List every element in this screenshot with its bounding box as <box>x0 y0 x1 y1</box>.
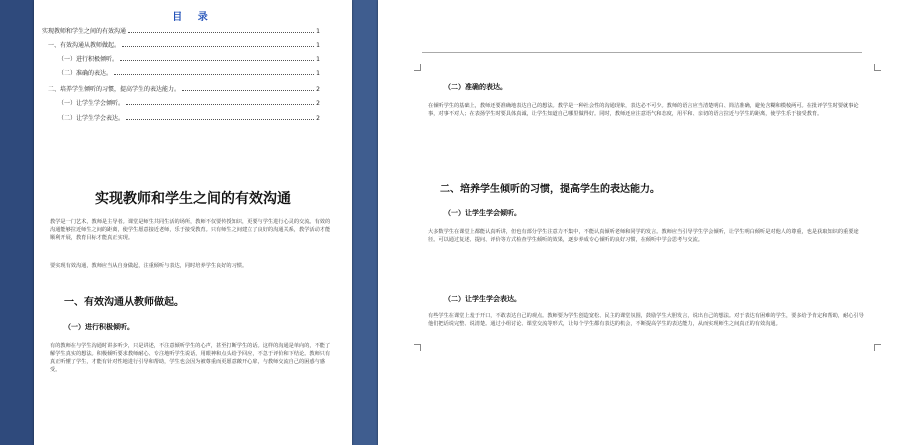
toc-entry-label: （一）进行积极倾听。 <box>58 56 119 63</box>
toc-entry-page: 1 <box>316 42 320 49</box>
toc-entry-label: 实现教师和学生之间的有效沟通 <box>42 28 127 35</box>
subsection-heading: （二）让学生学会表达。 <box>444 295 521 303</box>
toc-entry-page: 1 <box>316 70 320 77</box>
toc-leader <box>126 103 314 105</box>
toc-entry[interactable] <box>58 54 320 63</box>
toc-entry-label: （一）让学生学会倾听。 <box>58 100 125 107</box>
header-line <box>422 52 862 53</box>
toc-entry-page: 2 <box>316 86 320 93</box>
toc-leader <box>122 45 314 47</box>
toc-leader <box>114 73 314 75</box>
crop-mark <box>414 344 421 351</box>
crop-mark <box>414 64 421 71</box>
toc-entry-label: 二、培养学生倾听的习惯，提高学生的表达能力。 <box>48 86 181 93</box>
crop-mark <box>874 344 881 351</box>
toc-leader <box>120 59 314 61</box>
toc-entry[interactable] <box>58 68 320 77</box>
body-paragraph: 有的教师在与学生沟通时讲多听少，只是讲述，不注意倾听学生的心声，甚至打断学生的话。这样的沟通是单向的，不能了解学生真实的想法。积极倾听要求教师耐心、专注地听学生说话，用眼神和点头给予回应，不急于评价和下结论。教师只有真正听懂了学生，才能有针对性地进行引导和帮助，学生也会因为被尊重而更愿意敞开心扉，与教师交流自己的困惑与感受。 <box>50 343 331 373</box>
toc-leader <box>128 31 314 33</box>
document-page-2[interactable] <box>378 0 906 445</box>
toc-entry-label: （二）让学生学会表达。 <box>58 115 125 122</box>
body-paragraph: 大多数学生在课堂上都能认真听讲，但也有部分学生注意力不集中，不能认真倾听老师和同学的发言。教师应当引导学生学会倾听，让学生明白倾听是对他人的尊重，也是获取知识的重要途径。可以通过复述、提问、评价等方式检查学生倾听的效果，逐步养成专心倾听的良好习惯，在倾听中学会思考与交流。 <box>428 229 859 243</box>
document-title: 实现教师和学生之间的有效沟通 <box>95 191 291 207</box>
toc-entry-page: 1 <box>316 56 320 63</box>
body-paragraph: 在倾听学生的基础上，教师还要准确地表达自己的想法。教学是一种社会性的沟通现象，表达必不可少。教师的语言应当清楚明白、简洁准确，避免含糊和模棱两可。在批评学生时要就事论事，对事不对人；在表扬学生时要具体真诚，让学生知道自己哪里做得好。同时，教师还应注意语气和态度，用平和、亲切的语言拉近与学生的距离，使学生乐于接受教育。 <box>428 103 859 117</box>
toc-entry-label: （二）准确的表达。 <box>58 70 113 77</box>
subsection-heading: （一）进行积极倾听。 <box>64 323 134 331</box>
toc-entry[interactable] <box>48 84 320 93</box>
intro-paragraph: 教学是一门艺术，教师是主导者。课堂是师生共同生活的场所，教师不仅要传授知识，更要与学生进行心灵的交流。有效的沟通能够拉近师生之间的距离，使学生愿意接近老师，乐于接受教育。只有师生之间建立了良好的沟通关系，教学活动才能顺利开展，教育目标才能真正实现。 <box>50 219 331 241</box>
toc-entry-page: 1 <box>316 28 320 35</box>
toc-entry[interactable] <box>42 26 320 35</box>
toc-entry-page: 2 <box>316 100 320 107</box>
intro-paragraph: 要实现有效沟通，教师应当从自身做起，注重倾听与表达，同时培养学生良好的习惯。 <box>50 263 248 269</box>
crop-mark <box>874 64 881 71</box>
toc-entry-page: 2 <box>316 115 320 122</box>
toc-entry[interactable] <box>58 98 320 107</box>
section-heading: 二、培养学生倾听的习惯，提高学生的表达能力。 <box>440 184 660 195</box>
subsection-heading: （一）让学生学会倾听。 <box>444 209 521 217</box>
document-page-1[interactable] <box>34 0 352 445</box>
toc-entry[interactable] <box>58 113 320 122</box>
left-gutter <box>0 0 34 445</box>
section-heading: 一、有效沟通从教师做起。 <box>64 297 184 308</box>
body-paragraph: 有些学生在课堂上羞于开口，不敢表达自己的观点。教师要为学生创造宽松、民主的课堂氛围，鼓励学生大胆发言，说出自己的想法。对于表达有困难的学生，要多给予肯定和帮助，耐心引导他们把话说完整、说清楚。通过小组讨论、课堂交流等形式，让每个学生都有表达的机会，不断提高学生的表达能力，从而实现师生之间真正的有效沟通。 <box>428 313 864 327</box>
toc-leader <box>126 118 314 120</box>
toc-title: 目 录 <box>172 12 214 23</box>
toc-entry[interactable] <box>48 40 320 49</box>
subsection-heading: （二）准确的表达。 <box>444 83 507 91</box>
toc-entry-label: 一、有效沟通从教师做起。 <box>48 42 121 49</box>
toc-leader <box>182 89 314 91</box>
page-separator <box>352 0 378 445</box>
